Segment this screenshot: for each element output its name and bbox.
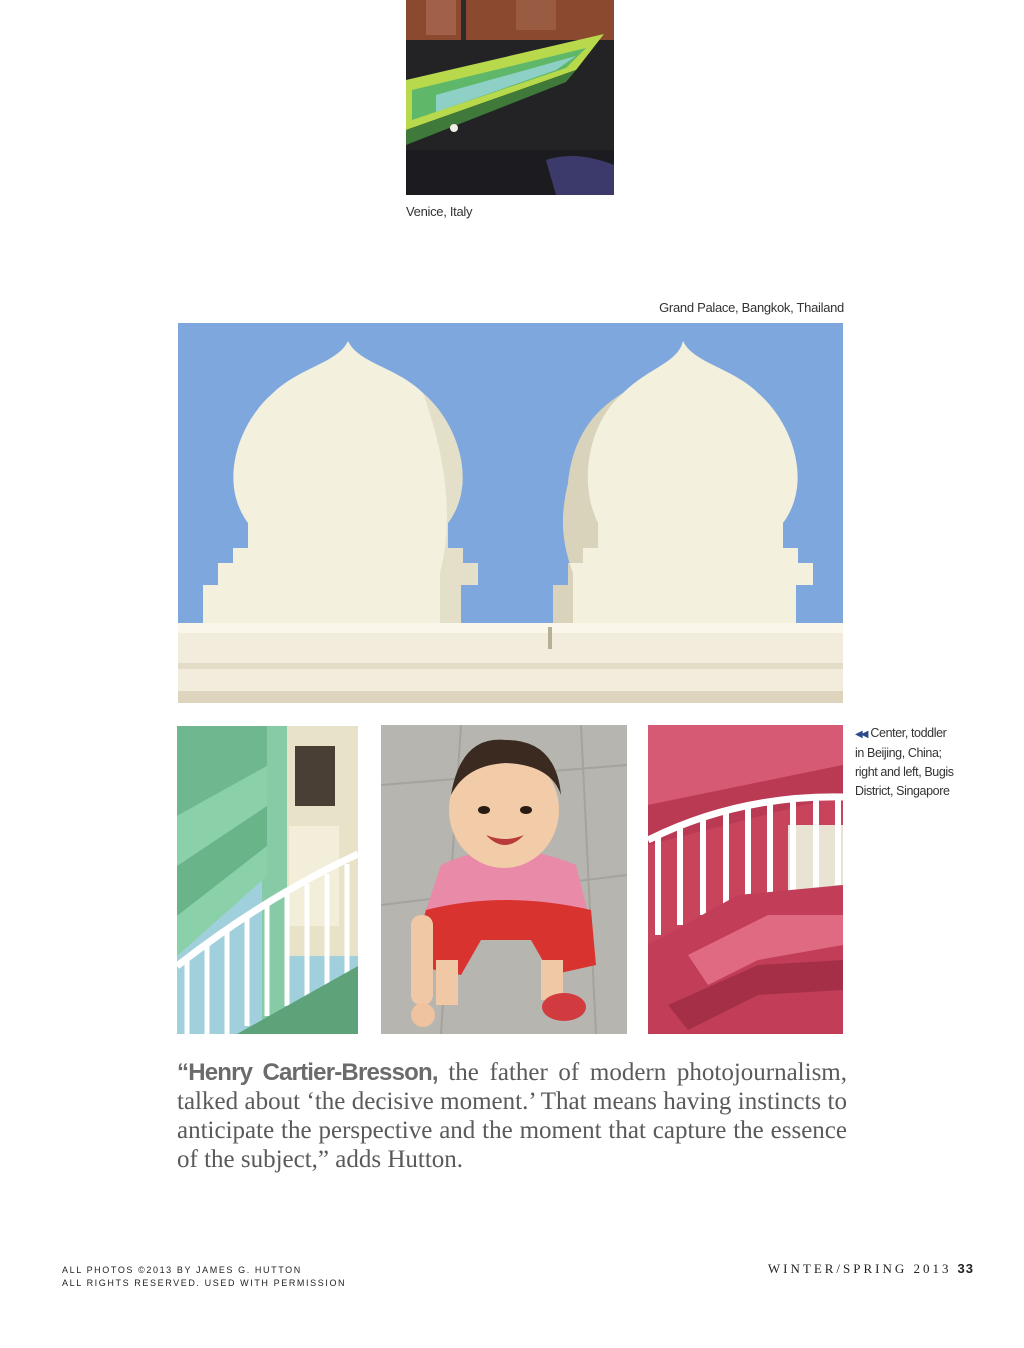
venice-photo [406, 0, 614, 195]
caption-line: right and left, Bugis [855, 765, 954, 779]
pull-quote-body: the father of modern photojournalism, talked about ‘the decisive moment.’ That means having instincts to anticipate the perspective and the moment that capture the essence of the subject,” adds Hutton. [177, 1059, 847, 1173]
credit-line: ALL RIGHTS RESERVED. USED WITH PERMISSION [62, 1278, 347, 1288]
page-folio [768, 1261, 974, 1277]
bugis-stairs-right-photo [648, 725, 843, 1034]
caption-line: District, Singapore [855, 784, 950, 798]
bugis-stairs-left-photo [177, 726, 358, 1034]
double-left-arrow-icon: ◀◀ [855, 729, 867, 740]
photo-row-caption [855, 724, 965, 801]
pull-quote [177, 1058, 847, 1174]
issue-label: WINTER/SPRING 2013 [767, 1261, 952, 1276]
bangkok-caption: Grand Palace, Bangkok, Thailand [659, 300, 844, 315]
caption-line: Center, toddler [870, 726, 947, 740]
toddler-beijing-photo [381, 725, 627, 1034]
venice-caption: Venice, Italy [406, 204, 473, 219]
page-number: 33 [957, 1261, 974, 1276]
grand-palace-photo [178, 323, 843, 703]
photo-credit [62, 1264, 346, 1290]
credit-line: ALL PHOTOS ©2013 BY JAMES G. HUTTON [62, 1265, 302, 1275]
caption-line: in Beijing, China; [855, 746, 942, 760]
pull-quote-lead: “Henry Cartier-Bresson, [177, 1059, 438, 1086]
